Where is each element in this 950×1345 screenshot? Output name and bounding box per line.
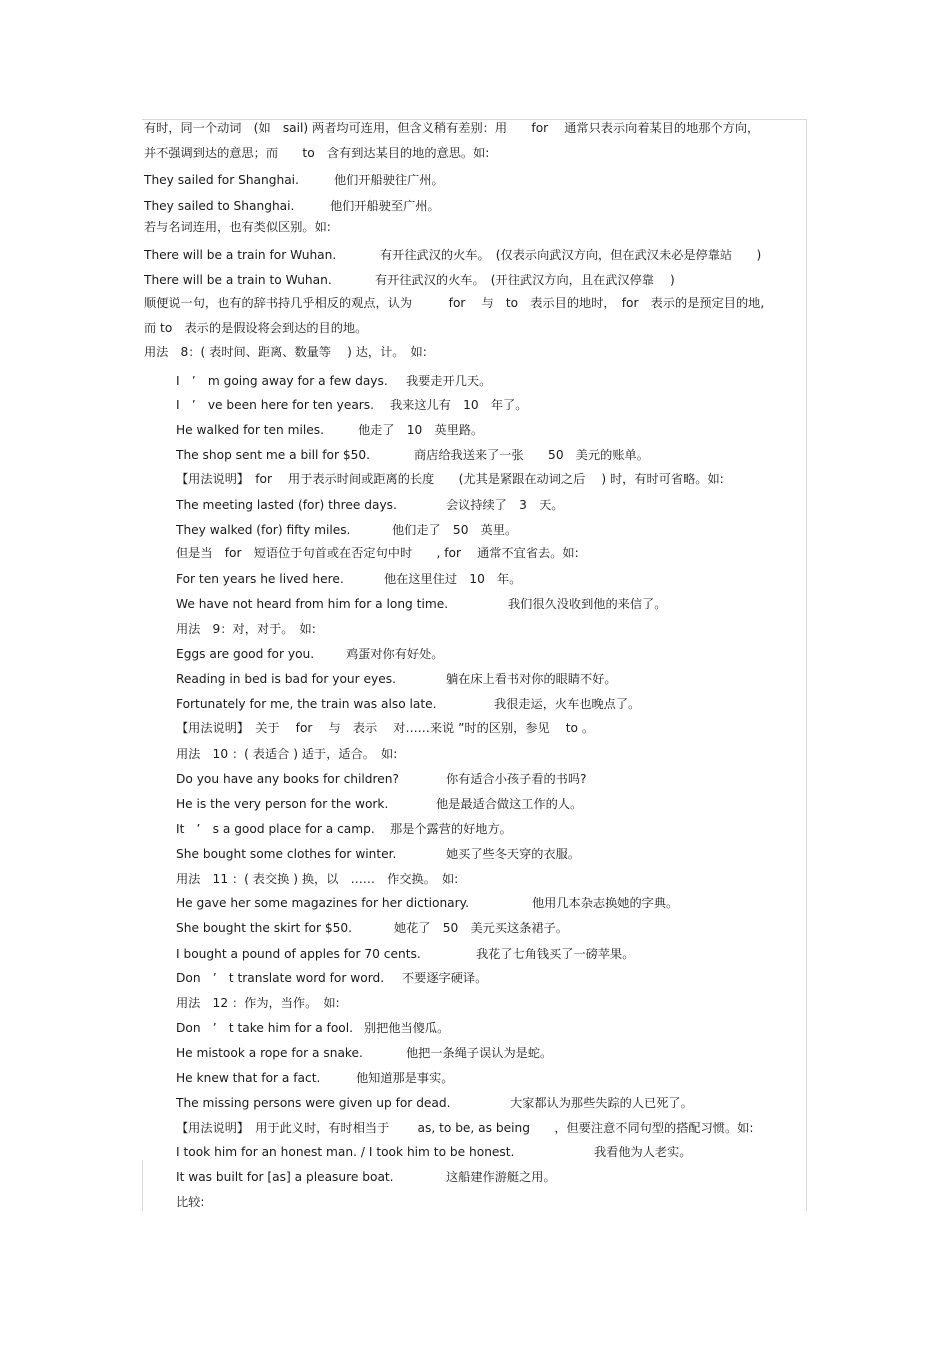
example-zh: 大家都认为那些失踪的人已死了。	[510, 1096, 693, 1110]
example-zh: 躺在床上看书对你的眼睛不好。	[446, 672, 617, 686]
example-en: Don ’ t take him for a fool.	[176, 1021, 354, 1035]
compare-label: 比较:	[176, 1195, 205, 1209]
example-zh: 他把一条绳子误认为是蛇。	[406, 1046, 553, 1060]
example-zh: 他在这里住过 10 年。	[384, 572, 522, 586]
example-en: He gave her some magazines for her dictionary.	[176, 896, 469, 910]
example-en: Don ’ t translate word for word.	[176, 971, 385, 985]
example-en: He is the very person for the work.	[176, 797, 389, 811]
page-border-left	[142, 1160, 143, 1211]
example-en: The meeting lasted (for) three days.	[176, 498, 397, 512]
example-en: I bought a pound of apples for 70 cents.	[176, 947, 421, 961]
usage-11-title: 用法 11 ：( 表交换 ) 换，以 …… 作交换。 如:	[176, 872, 459, 886]
intro-line-4: 顺便说一句，也有的辞书持几乎相反的观点，认为 for 与 to 表示目的地时， for 表示的是预定目的地,	[144, 296, 765, 310]
example-zh: 这船建作游艇之用。	[446, 1170, 556, 1184]
usage-9-title: 用法 9：对，对于。 如:	[176, 622, 316, 636]
example-zh: 他们开船驶至广州。	[330, 199, 440, 213]
example-en: The missing persons were given up for dead.	[176, 1096, 451, 1110]
example-zh: 有开往武汉的火车。 (仅表示向武汉方向，但在武汉未必是停靠站 )	[380, 248, 762, 262]
example-en: I ’ ve been here for ten years.	[176, 398, 375, 412]
example-en: Do you have any books for children?	[176, 772, 399, 786]
example-zh: 我们很久没收到他的来信了。	[508, 597, 667, 611]
example-zh: 别把他当傻瓜。	[364, 1021, 450, 1035]
example-zh: 我看他为人老实。	[594, 1145, 692, 1159]
example-en: They sailed to Shanghai.	[144, 199, 295, 213]
example-zh: 不要逐字硬译。	[402, 971, 488, 985]
usage-note: 但是当 for 短语位于句首或在否定句中时 , for 通常不宜省去。如:	[176, 546, 579, 560]
example-en: Eggs are good for you.	[176, 647, 315, 661]
example-zh: 他们走了 50 英里。	[392, 523, 518, 537]
example-zh: 我要走开几天。	[406, 374, 492, 388]
usage-note: 【用法说明】 for 用于表示时间或距离的长度 (尤其是紧跟在动词之后 ) 时，有时可省略。如:	[176, 472, 724, 486]
example-en: He knew that for a fact.	[176, 1071, 321, 1085]
example-en: For ten years he lived here.	[176, 572, 344, 586]
example-zh: 商店给我送来了一张 50 美元的账单。	[414, 448, 649, 462]
intro-line-1: 有时，同一个动词 (如 sail) 两者均可连用，但含义稍有差别：用 for 通常只表示向着某目的地那个方向，	[144, 121, 760, 135]
example-en: It ’ s a good place for a camp.	[176, 822, 375, 836]
example-en: Fortunately for me, the train was also late.	[176, 697, 437, 711]
example-en: He walked for ten miles.	[176, 423, 324, 437]
example-zh: 他们开船驶往广州。	[334, 173, 444, 187]
example-en: It was built for [as] a pleasure boat.	[176, 1170, 394, 1184]
example-zh: 我花了七角钱买了一磅苹果。	[476, 947, 635, 961]
example-zh: 有开往武汉的火车。 (开往武汉方向，且在武汉停靠 )	[375, 273, 675, 287]
usage-8-title: 用法 8：( 表时间、距离、数量等 ) 达，计。 如:	[144, 345, 427, 359]
example-en: There will be a train for Wuhan.	[144, 248, 337, 262]
usage-note: 【用法说明】 用于此义时，有时相当于 as, to be, as being ，但要注意不同句型的搭配习惯。如:	[176, 1121, 754, 1135]
example-zh: 他是最适合做这工作的人。	[436, 797, 583, 811]
example-zh: 他用几本杂志换她的字典。	[532, 896, 679, 910]
page-border-right	[806, 119, 807, 1211]
usage-note: 【用法说明】 关于 for 与 表示 对……来说 ”时的区别，参见 to 。	[176, 721, 595, 735]
usage-12-title: 用法 12 ：作为，当作。 如:	[176, 996, 340, 1010]
example-en: We have not heard from him for a long time.	[176, 597, 449, 611]
example-zh: 她花了 50 美元买这条裙子。	[394, 921, 568, 935]
intro-line-3: 若与名词连用，也有类似区别。如:	[144, 220, 331, 234]
example-en: Reading in bed is bad for your eyes.	[176, 672, 396, 686]
example-zh: 我很走运，火车也晚点了。	[494, 697, 641, 711]
example-zh: 会议持续了 3 天。	[446, 498, 564, 512]
example-en: He mistook a rope for a snake.	[176, 1046, 363, 1060]
intro-line-2: 并不强调到达的意思；而 to 含有到达某目的地的意思。如:	[144, 146, 490, 160]
example-zh: 那是个露营的好地方。	[390, 822, 512, 836]
example-zh: 他走了 10 英里路。	[358, 423, 484, 437]
example-en: She bought some clothes for winter.	[176, 847, 397, 861]
example-en: I ’ m going away for a few days.	[176, 374, 388, 388]
example-en: I took him for an honest man. / I took him to be honest.	[176, 1145, 515, 1159]
example-zh: 鸡蛋对你有好处。	[346, 647, 444, 661]
example-en: She bought the skirt for $50.	[176, 921, 352, 935]
example-zh: 她买了些冬天穿的衣服。	[446, 847, 581, 861]
example-en: The shop sent me a bill for $50.	[176, 448, 371, 462]
example-en: They sailed for Shanghai.	[144, 173, 299, 187]
example-en: There will be a train to Wuhan.	[144, 273, 332, 287]
example-zh: 我来这儿有 10 年了。	[390, 398, 528, 412]
example-en: They walked (for) fifty miles.	[176, 523, 351, 537]
usage-10-title: 用法 10 ：( 表适合 ) 适于，适合。 如:	[176, 747, 398, 761]
intro-line-5: 而 to 表示的是假设将会到达的目的地。	[144, 321, 368, 335]
example-zh: 你有适合小孩子看的书吗?	[446, 772, 587, 786]
example-zh: 他知道那是事实。	[356, 1071, 454, 1085]
